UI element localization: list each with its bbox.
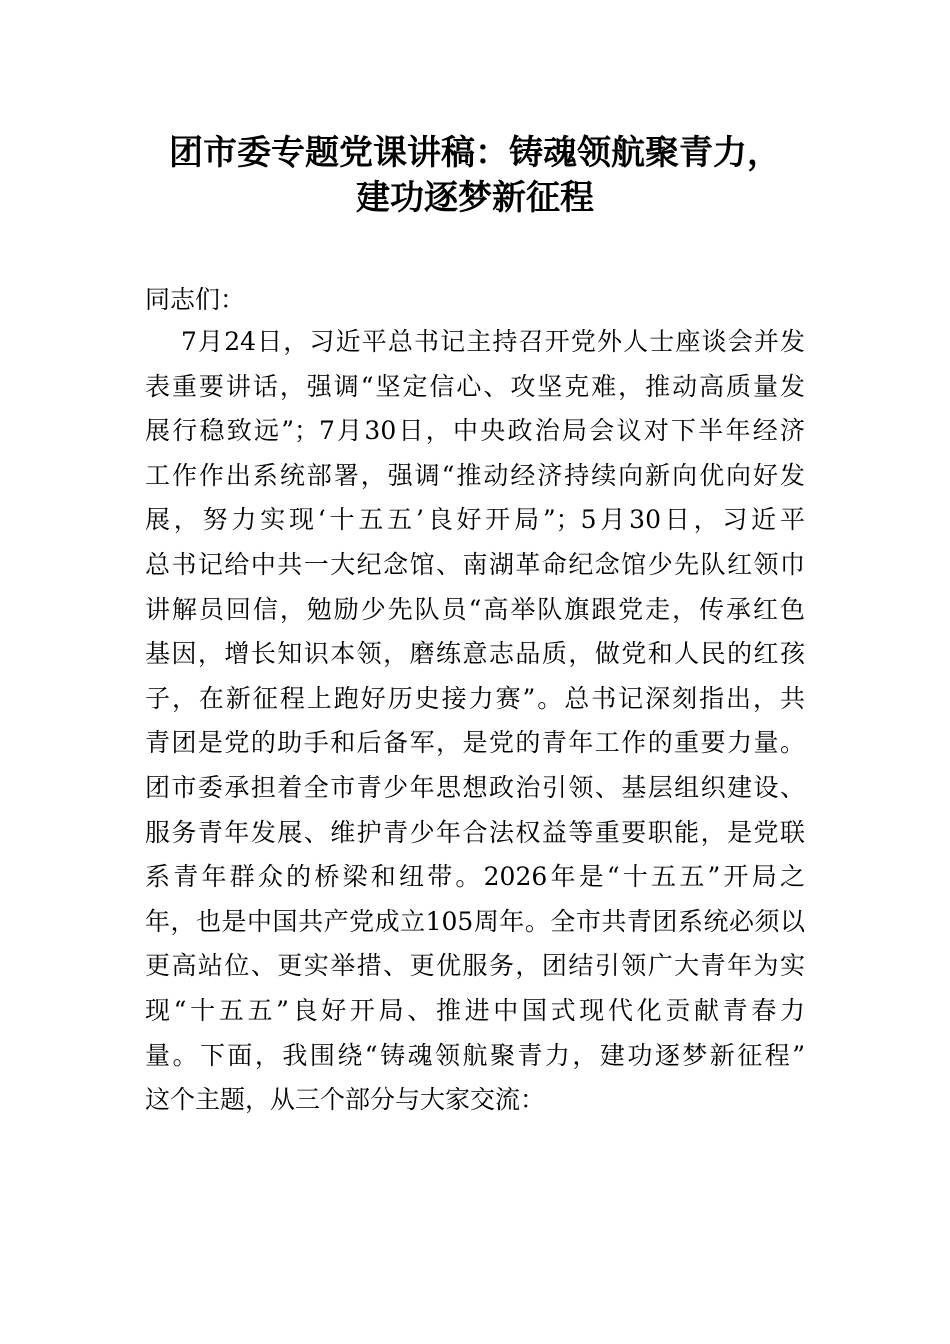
paragraph-line: 总书记给中共一大纪念馆、南湖革命纪念馆少先队红领巾 bbox=[145, 549, 805, 579]
document-title-line-2: 建功逐梦新征程 bbox=[356, 178, 594, 218]
paragraph-line: 系青年群众的桥梁和纽带。2026年是“十五五”开局之 bbox=[145, 862, 805, 892]
paragraph-line: 团市委承担着全市青少年思想政治引领、基层组织建设、 bbox=[145, 772, 805, 802]
document-title-line-1: 团市委专题党课讲稿：铸魂领航聚青力， bbox=[169, 133, 781, 173]
paragraph-line: 7月24日，习近平总书记主持召开党外人士座谈会并发 bbox=[181, 327, 805, 356]
paragraph-line: 年，也是中国共产党成立105周年。全市共青团系统必须以 bbox=[145, 906, 805, 936]
body-paragraph bbox=[145, 320, 805, 1123]
paragraph-line: 表重要讲话，强调“坚定信心、攻坚克难，推动高质量发 bbox=[145, 371, 805, 401]
paragraph-line: 讲解员回信，勉励少先队员“高举队旗跟党走，传承红色 bbox=[145, 594, 805, 624]
paragraph-line: 青团是党的助手和后备军，是党的青年工作的重要力量。 bbox=[145, 728, 805, 758]
paragraph-line: 工作作出系统部署，强调“推动经济持续向新向优向好发 bbox=[145, 460, 805, 490]
paragraph-line: 展，努力实现‘十五五’良好开局”；5月30日，习近平 bbox=[145, 505, 805, 535]
paragraph-line: 子，在新征程上跑好历史接力赛”。总书记深刻指出，共 bbox=[145, 683, 805, 713]
paragraph-line: 量。下面，我围绕“铸魂领航聚青力，建功逐梦新征程” bbox=[145, 1040, 805, 1070]
paragraph-line: 服务青年发展、维护青少年合法权益等重要职能，是党联 bbox=[145, 817, 805, 847]
salutation: 同志们： bbox=[145, 285, 246, 314]
paragraph-line: 现“十五五”良好开局、推进中国式现代化贡献青春力 bbox=[145, 995, 805, 1025]
paragraph-line: 展行稳致远”；7月30日，中央政治局会议对下半年经济 bbox=[145, 416, 805, 446]
paragraph-line: 更高站位、更实举措、更优服务，团结引领广大青年为实 bbox=[145, 951, 805, 981]
paragraph-line: 这个主题，从三个部分与大家交流： bbox=[145, 1085, 546, 1115]
paragraph-line: 基因，增长知识本领，磨练意志品质，做党和人民的红孩 bbox=[145, 639, 805, 669]
